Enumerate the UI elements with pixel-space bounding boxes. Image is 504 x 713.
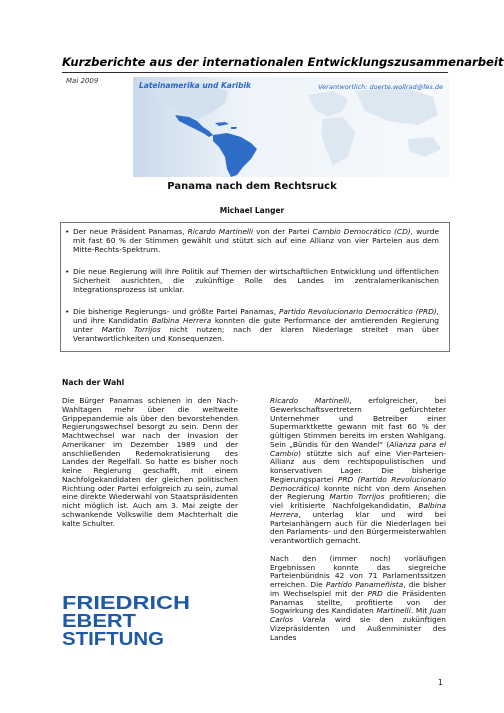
logo-line-1: FRIEDRICH <box>62 593 190 613</box>
fes-logo <box>62 593 192 647</box>
region-banner <box>133 77 449 177</box>
text-run: Martin Torrijos <box>329 492 385 502</box>
logo-line-3: STIFTUNG <box>62 629 164 647</box>
text-run: von der Partei <box>253 227 313 236</box>
summary-bullet-1 <box>73 228 439 255</box>
text-run: Alianza para el Cambio <box>270 439 446 458</box>
text-run: Ricardo Martinelli <box>270 396 350 405</box>
responsible-contact: Verantwortlich: doerte.wollrad@fes.de <box>318 83 443 91</box>
left-paragraph-1 <box>62 397 238 528</box>
summary-bullet-2 <box>73 268 439 295</box>
text-run: Die neue Regierung will ihre Politik auf Themen der wirtschaftlichen Entwicklung und öffentlichen Sicherheit ausrichten, die zukünftige Rolle des Landes im zentralamerikanischen Integrationsprozess ist unklar. <box>73 267 439 294</box>
publication-date: Mai 2009 <box>66 77 99 85</box>
series-title: Kurzberichte aus der internationalen Entwicklungszusammenarbeit <box>62 55 504 69</box>
text-run: Der neue Präsident Panamas, <box>73 227 188 236</box>
region-label: Lateinamerika und Karibik <box>139 81 252 90</box>
logo-line-2: EBERT <box>62 611 136 631</box>
text-run: Balbina Herrera <box>151 315 212 325</box>
text-run: Die Bürger Panamas schienen in den Nach-Wahltagen mehr über die weltweite Grippepandemie als über den bevorstehenden Regierungswechsel besorgt zu sein. Denn der Machtwechsel war nach der Invasion der Amerikaner im Dezember 1989 und der anschließenden Redemokratisierung des Landes der Regelfall. So hatte es bisher noch keine Regierung geschafft, mit einem Nachfolgekandidaten der gleichen politischen Richtung oder Partei erfolgreich zu sein, zumal eine direkte Wiederwahl von Staatspräsidenten nicht möglich ist. Auch am 3. Mai zeigte der schwankende Volkswille dem Machterhalt die kalte Schulter. <box>62 396 238 528</box>
text-run: konnten die gute Performance der amtierenden Regierung unter <box>73 315 439 334</box>
text-run: wird sie den zukünftigen Vizepräsidenten und Außenminister des Landes <box>270 615 446 642</box>
text-run: Partido Panameñista <box>325 580 404 589</box>
world-map-image <box>133 77 449 177</box>
text-run: Martin Torrijos <box>101 324 161 334</box>
text-run: Cambio Democrático (CD), <box>312 227 413 236</box>
page-number: 1 <box>438 678 443 687</box>
article-title: Panama nach dem Rechtsruck <box>167 181 337 192</box>
summary-box <box>60 222 450 352</box>
left-column <box>62 397 238 528</box>
text-run: PRD <box>367 588 383 598</box>
text-run: , unterlag klar und wird bei Parteianhängern auch für die Niederlagen bei den Parlaments- und den Bürgermeisterwahlen verantwortlich gemacht. <box>270 509 446 545</box>
text-run: Ricardo Martinelli <box>187 227 254 236</box>
summary-bullet-3 <box>73 308 439 344</box>
header-rule <box>62 72 448 73</box>
text-run: konnte nicht von dem Ansehen der Regierung <box>270 483 446 502</box>
text-run: die Präsidenten Panamas stellte, profitierte von der Sogwirkung des Kandidaten <box>270 588 446 616</box>
text-run: , erfolgreicher, bei Gewerkschaftsvertretern gefürchteter Unternehmer und Betreiber einer Supermarktkette gewann mit fast 60 % der gültigen Stimmen bereits im ersten Wahlgang. Sein „Bündis für den Wandel“ ( <box>270 396 447 449</box>
text-run: Martinelli <box>376 606 411 616</box>
text-run: Nach den (immer noch) vorläufigen Ergebnissen konnte das siegreiche Parteienbündnis 42 von 71 Parlamentssitzen erreichen. Die <box>270 553 446 589</box>
text-run: wurde mit fast 60 % der Stimmen gewählt und stützt sich auf eine Allianz von vier Parteien aus dem Mitte-Rechts-Spektrum. <box>73 227 439 254</box>
text-run: ) stützte sich auf eine Vier-Parteien-Allianz aus dem rechtspopulistischen und konservativen Lager. Die bisherige Regierungspartei <box>270 448 446 484</box>
right-paragraph-1 <box>270 397 446 546</box>
text-run: Balbina Herrera <box>270 501 446 519</box>
text-run: Juan Carlos Varela <box>270 606 446 624</box>
text-run: profitieren; die viel kritisierte Nachfolgekandidatin, <box>270 492 446 510</box>
right-paragraph-2 <box>270 555 446 643</box>
section-heading: Nach der Wahl <box>62 378 125 387</box>
text-run: PRD (Partido Revolucionario Democrático) <box>270 474 446 493</box>
fes-logo-mark <box>62 593 192 647</box>
text-run: . Mit <box>410 606 430 616</box>
text-run: , die bisher im Wechselspiel mit der <box>270 580 447 598</box>
text-run: Die bisherige Regierungs- und größte Partei Panamas, <box>73 307 279 316</box>
text-run: Partido Revolucionario Democrático (PRD), <box>278 307 439 316</box>
article-author: Michael Langer <box>219 206 285 215</box>
text-run: nicht nutzen; nach der klaren Niederlage streitet man über Verantwortlichkeiten und Konsequenzen. <box>73 324 439 343</box>
right-column <box>270 397 446 642</box>
text-run: und ihre Kandidatin <box>73 315 152 325</box>
